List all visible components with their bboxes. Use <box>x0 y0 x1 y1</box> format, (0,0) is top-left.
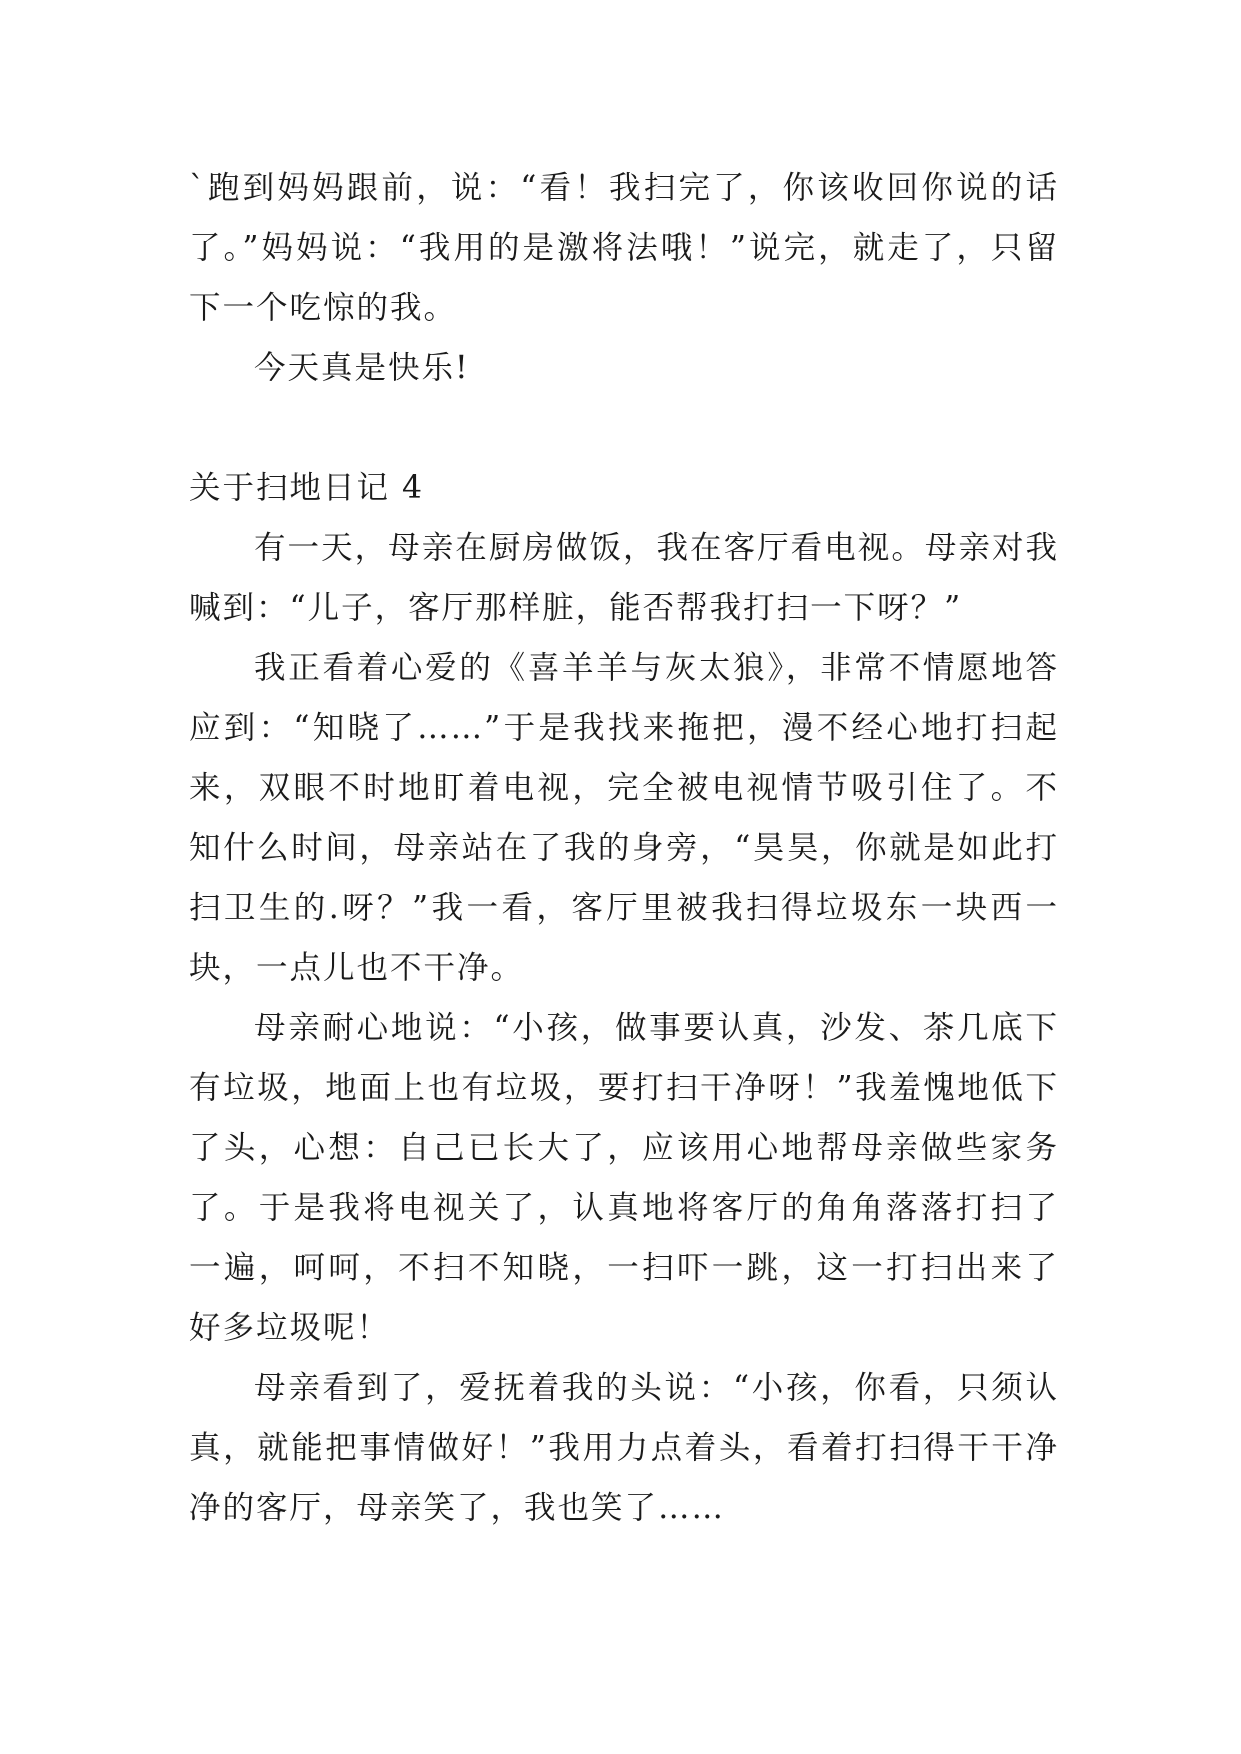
previous-entry-ending: `跑到妈妈跟前，说：“看！我扫完了，你该收回你说的话了。”妈妈说：“我用的是激将法哦！”说完，就走了，只留下一个吃惊的我。 <box>189 170 1059 326</box>
document-body <box>189 158 1059 1538</box>
paragraph-4: 母亲看到了，爱抚着我的头说：“小孩，你看，只须认真，就能把事情做好！”我用力点着头，看着打扫得干干净净的客厅，母亲笑了，我也笑了…… <box>189 1370 1059 1526</box>
paragraph-1: 有一天，母亲在厨房做饭，我在客厅看电视。母亲对我喊到：“儿子，客厅那样脏，能否帮我打扫一下呀？” <box>189 530 1059 626</box>
section-title: 关于扫地日记 4 <box>189 470 425 506</box>
previous-entry-closing: 今天真是快乐! <box>254 350 470 386</box>
paragraph-2: 我正看着心爱的《喜羊羊与灰太狼》，非常不情愿地答应到：“知晓了……”于是我找来拖把，漫不经心地打扫起来，双眼不时地盯着电视，完全被电视情节吸引住了。不知什么时间，母亲站在了我的身旁，“昊昊，你就是如此打扫卫生的.呀？”我一看，客厅里被我扫得垃圾东一块西一块，一点儿也不干净。 <box>189 650 1059 986</box>
paragraph-3: 母亲耐心地说：“小孩，做事要认真，沙发、茶几底下有垃圾，地面上也有垃圾，要打扫干净呀！”我羞愧地低下了头，心想：自己已长大了，应该用心地帮母亲做些家务了。于是我将电视关了，认真地将客厅的角角落落打扫了一遍，呵呵，不扫不知晓，一扫吓一跳，这一打扫出来了好多垃圾呢！ <box>189 1010 1059 1346</box>
